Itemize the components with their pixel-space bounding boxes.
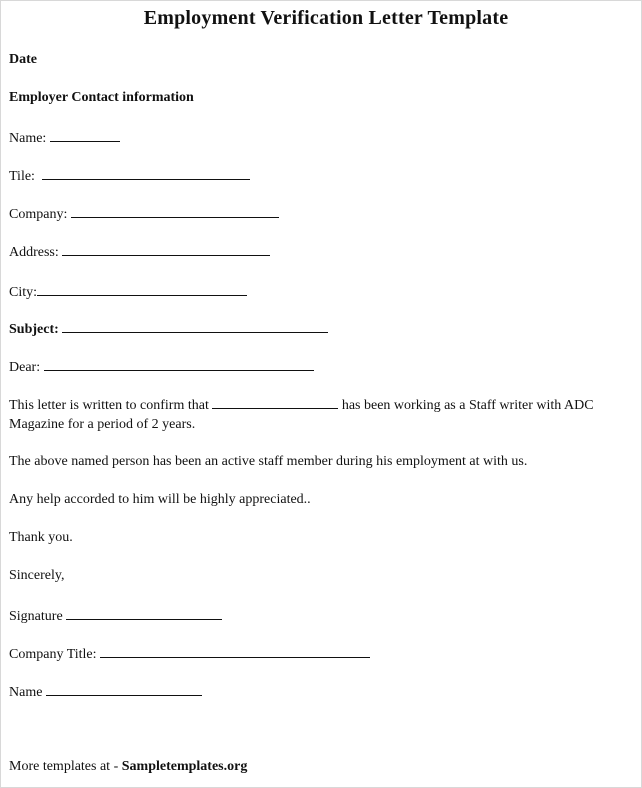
dear-label: Dear:: [9, 360, 41, 375]
address-label: Address:: [9, 245, 59, 260]
city-label: City:: [9, 285, 38, 300]
subject-blank: [62, 318, 328, 333]
name-label: Name:: [9, 131, 47, 146]
para1-before: This letter is written to confirm that: [9, 398, 209, 413]
subject-label: Subject:: [9, 322, 59, 337]
name-signature-blank: [46, 681, 202, 696]
footer: [9, 758, 247, 776]
subject-field: [9, 318, 328, 339]
address-field: [9, 241, 270, 262]
para1-line2: Magazine for a period of 2 years.: [9, 417, 196, 432]
confirmation-paragraph: [9, 394, 635, 434]
company-blank: [71, 203, 279, 218]
employer-contact-heading: Employer Contact information: [9, 90, 194, 105]
company-label: Company:: [9, 207, 68, 222]
thank-you-text: Thank you.: [9, 530, 73, 545]
name-field: [9, 127, 120, 148]
employee-name-blank: [212, 394, 338, 409]
title-field: [9, 165, 250, 186]
city-blank: [37, 281, 247, 296]
signature-blank: [66, 605, 222, 620]
signature-label: Signature: [9, 609, 63, 624]
para1-after: has been working as a Staff writer with ADC: [341, 398, 594, 413]
footer-brand-link[interactable]: Sampletemplates.org: [121, 759, 248, 774]
name-blank: [50, 127, 120, 142]
footer-prefix: More templates at -: [9, 759, 119, 774]
company-field: [9, 203, 279, 224]
active-member-paragraph: The above named person has been an active staff member during his employment at with us.: [9, 454, 528, 469]
title-label: Tile:: [9, 169, 35, 184]
signature-field: [9, 605, 222, 626]
sincerely-text: Sincerely,: [9, 568, 65, 583]
address-blank: [62, 241, 270, 256]
name-signature-field: [9, 681, 202, 702]
date-label: Date: [9, 52, 37, 67]
title-blank: [42, 165, 250, 180]
company-title-field: [9, 643, 370, 664]
dear-blank: [44, 356, 314, 371]
company-title-blank: [100, 643, 370, 658]
dear-field: [9, 356, 314, 377]
document-title: Employment Verification Letter Template: [143, 7, 509, 29]
city-field: [9, 281, 247, 302]
company-title-label: Company Title:: [9, 647, 97, 662]
appreciation-paragraph: Any help accorded to him will be highly appreciated..: [9, 492, 311, 507]
name-signature-label: Name: [9, 685, 43, 700]
